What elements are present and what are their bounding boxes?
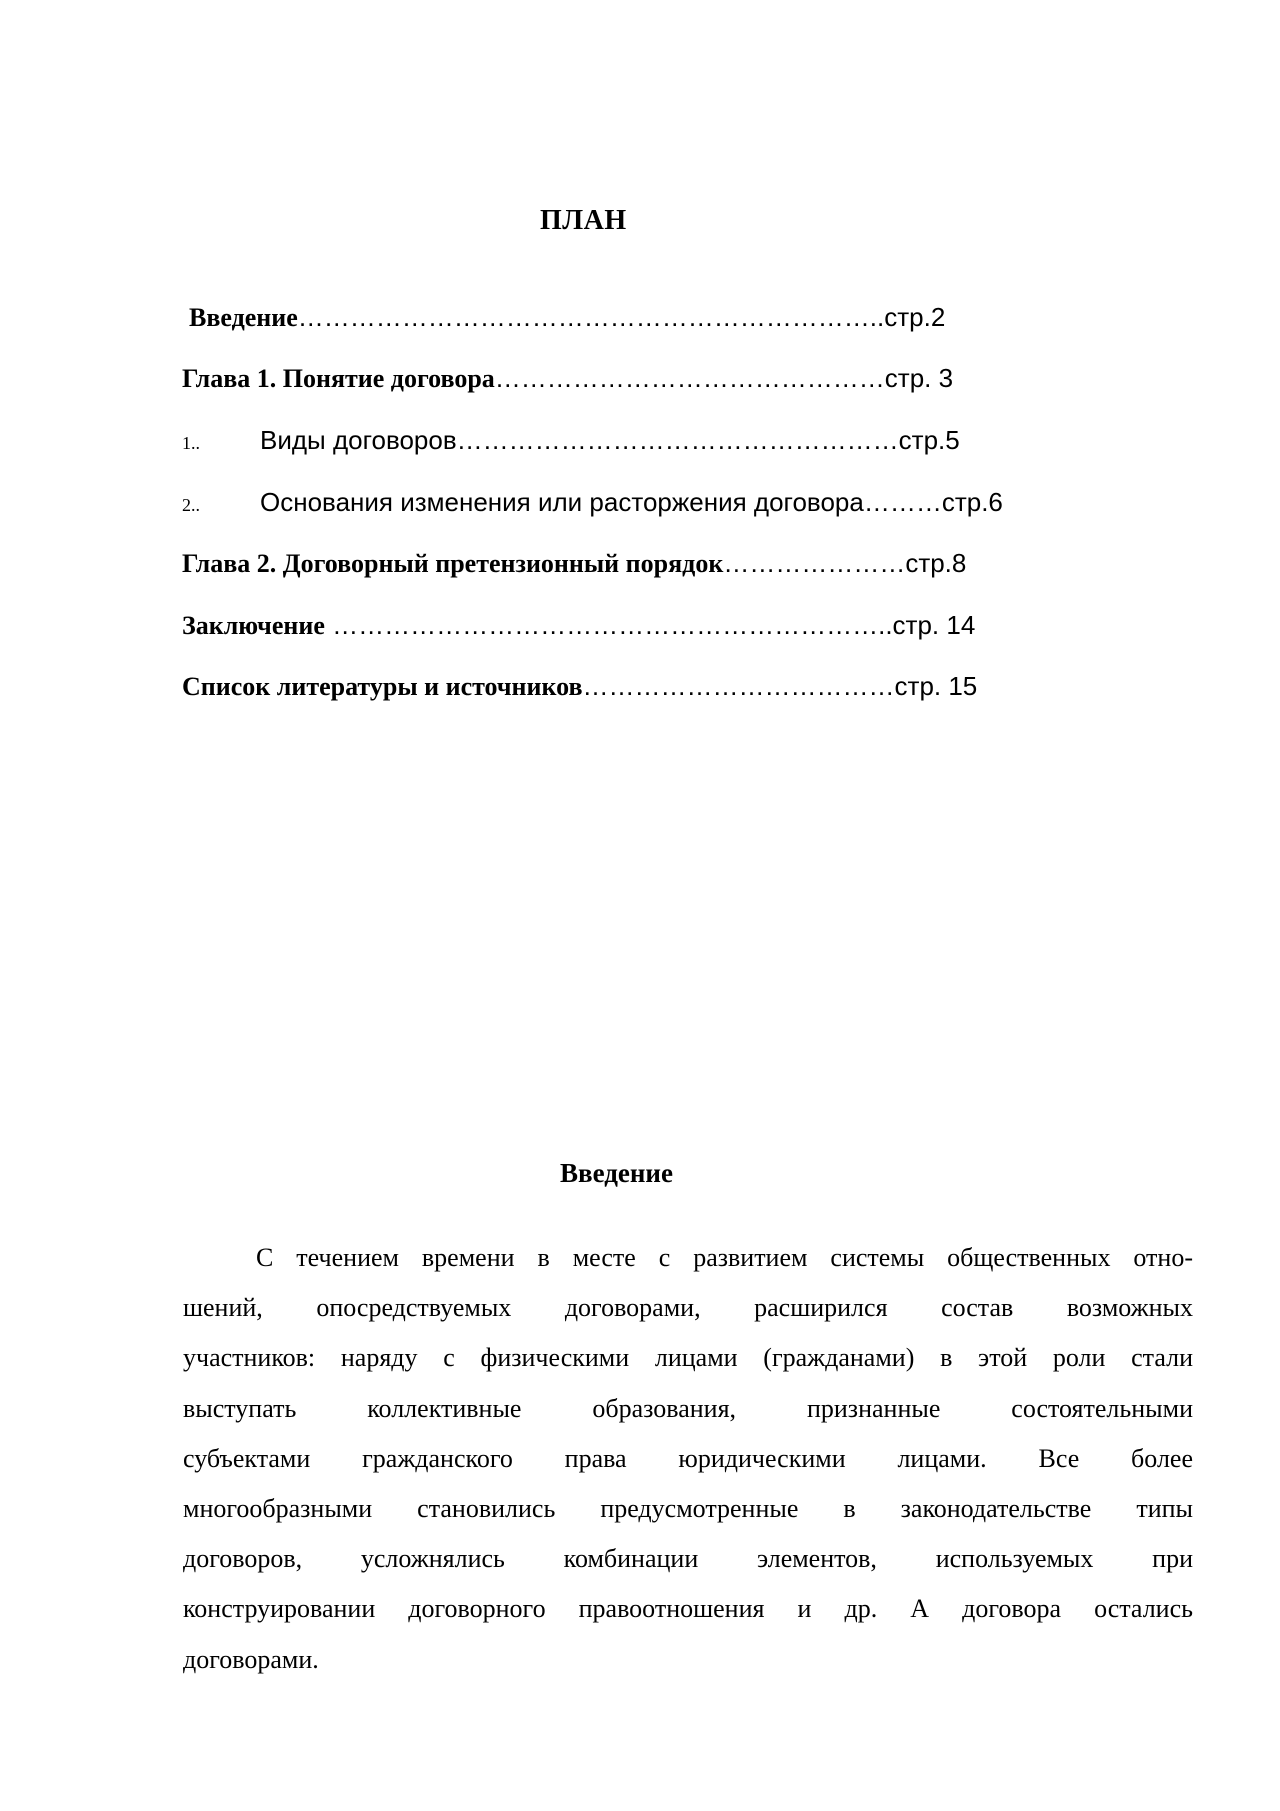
toc-item-title: Виды договоров (260, 425, 457, 455)
toc-item-introduction (189, 301, 945, 334)
toc-item-page: стр. 14 (892, 610, 976, 640)
toc-item-number: 1.. (182, 433, 200, 453)
toc-item-title: Заключение (182, 611, 325, 640)
toc-item-page: стр. 3 (884, 363, 954, 393)
toc-item-number: 2.. (182, 495, 200, 515)
toc-item-conclusion (182, 609, 975, 642)
toc-item-leader: ………………… (723, 548, 906, 578)
intro-paragraph-line: шений, опосредствуемых договорами, расширился состав возможных (183, 1293, 1193, 1322)
toc-item-title: Основания изменения или расторжения договора (260, 487, 864, 517)
toc-item-page: стр.6 (941, 487, 1003, 517)
toc-item-page: стр.8 (905, 548, 967, 578)
intro-paragraph-line: договоров, усложнялись комбинации элементов, используемых при (183, 1544, 1193, 1573)
toc-item-leader: ……………………………………… (494, 363, 885, 393)
toc-item-bibliography (182, 670, 977, 703)
intro-paragraph-line: выступать коллективные образования, признанные состоятельными (183, 1394, 1193, 1423)
toc-item-title: Список литературы и источников (182, 672, 583, 701)
intro-paragraph-line: многообразными становились предусмотренные в законодательстве типы (183, 1494, 1193, 1523)
toc-item-leader: ……… (863, 487, 942, 517)
toc-item-page: стр.2 (884, 302, 946, 332)
intro-paragraph-line: С течением времени в месте с развитием системы общественных отно- (256, 1243, 1193, 1272)
toc-item-title: Глава 2. Договорный претензионный порядок (182, 549, 724, 578)
plan-title: ПЛАН (540, 205, 627, 236)
toc-item-chapter-1 (182, 362, 953, 395)
intro-paragraph-line: участников: наряду с физическими лицами (гражданами) в этой роли стали (183, 1343, 1193, 1372)
toc-item-page: стр.5 (898, 425, 960, 455)
intro-paragraph-line: субъектами гражданского права юридическими лицами. Все более (183, 1444, 1193, 1473)
toc-item-chapter-2 (182, 547, 966, 580)
intro-paragraph-line: конструировании договорного правоотношения и др. А договора остались (183, 1594, 1193, 1623)
intro-heading: Введение (560, 1158, 673, 1188)
toc-item-leader: ……………………………………………………….. (324, 610, 893, 640)
toc-item-title: Введение (189, 303, 298, 332)
toc-item-leader: …………………………………………… (456, 425, 899, 455)
toc-item-title: Глава 1. Понятие договора (182, 364, 495, 393)
toc-item-page: стр. 15 (894, 671, 978, 701)
toc-item-leader: ……………………………… (582, 671, 895, 701)
toc-item-section-1-2 (182, 486, 1003, 521)
intro-paragraph-line: договорами. (183, 1645, 319, 1674)
toc-item-section-1-1 (182, 424, 960, 459)
toc-item-leader: ………………………………………………………….. (297, 302, 885, 332)
